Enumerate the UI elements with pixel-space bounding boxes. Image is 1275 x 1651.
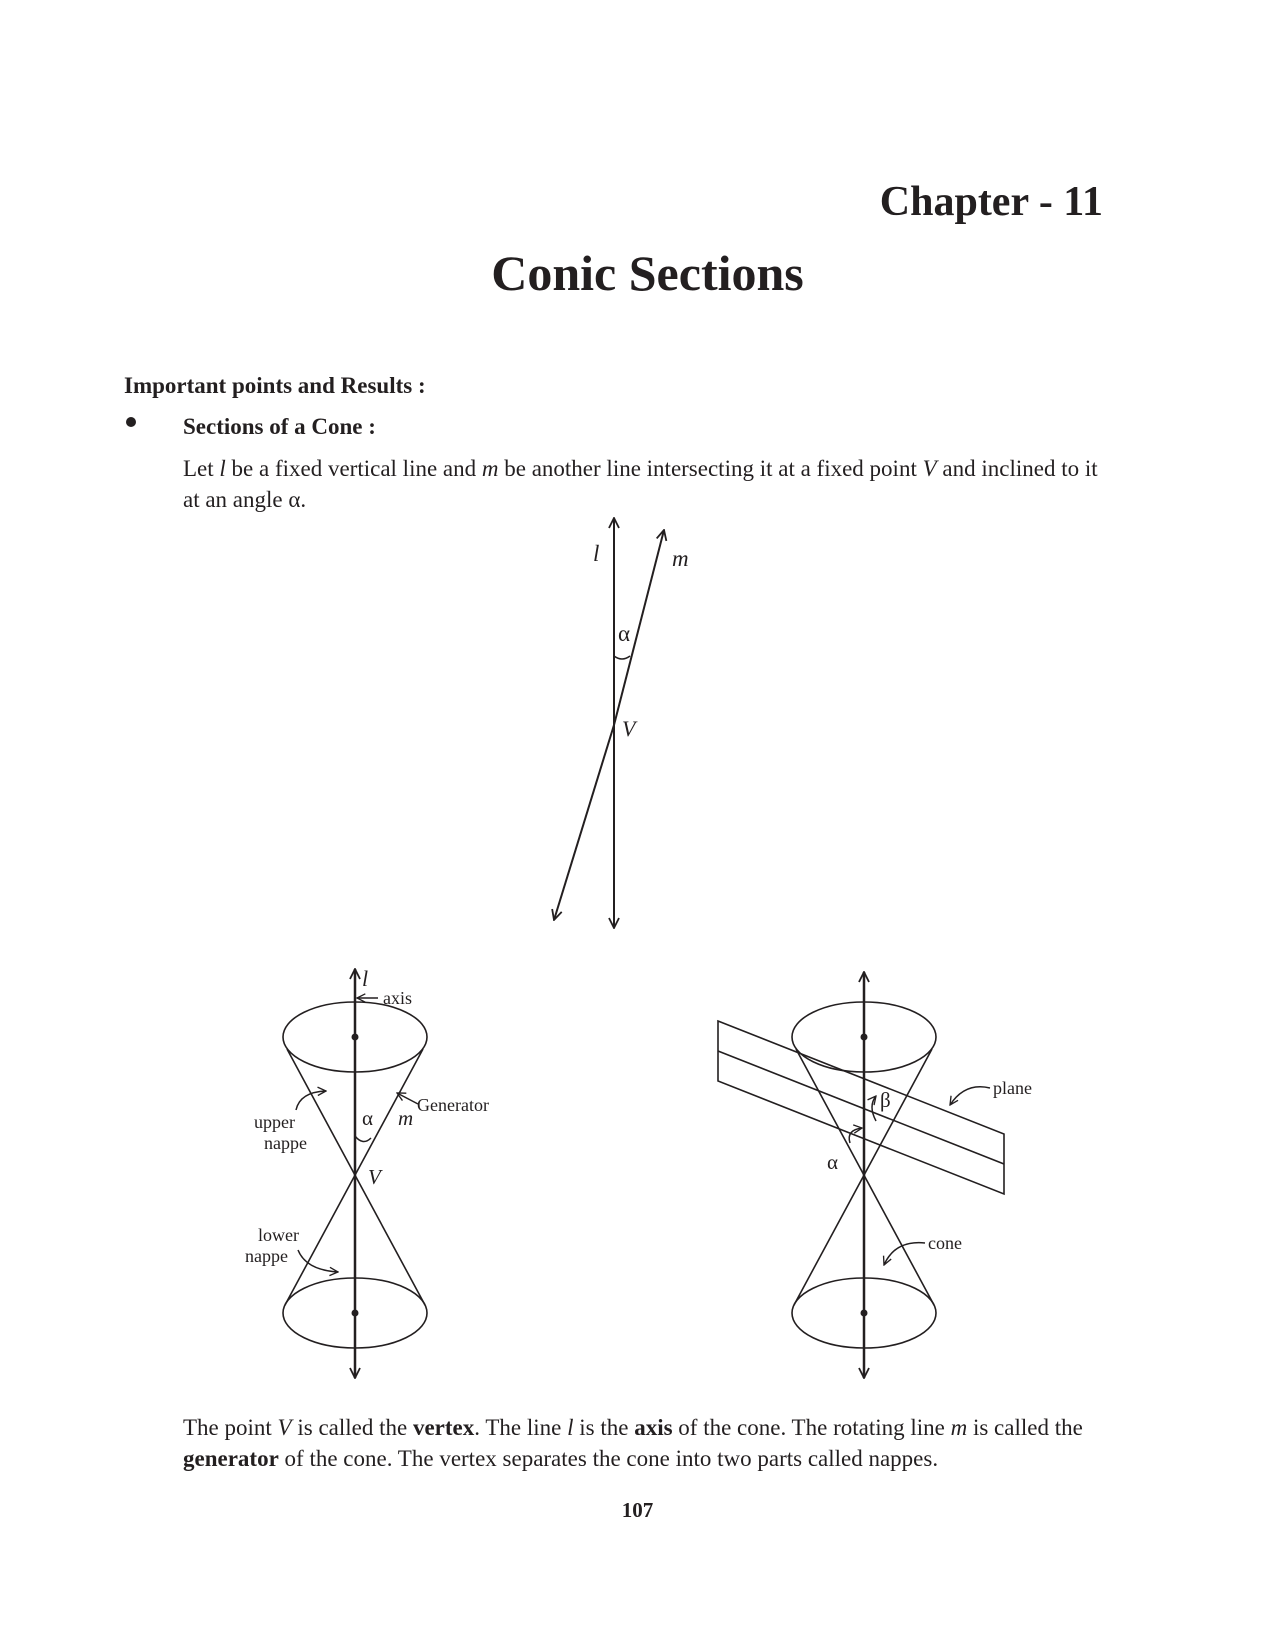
var-v: V xyxy=(922,456,937,481)
section-heading: Important points and Results : xyxy=(124,373,426,398)
label-lower-nappe: nappe xyxy=(245,1246,288,1266)
top-center-dot xyxy=(352,1034,359,1041)
chapter-label: Chapter - 11 xyxy=(879,179,1103,225)
text-run: . The line xyxy=(474,1415,568,1440)
upper-nappe-pointer xyxy=(296,1091,326,1110)
label-generator: Generator xyxy=(417,1095,489,1115)
var-l: l xyxy=(567,1415,574,1440)
label-l: l xyxy=(593,541,600,566)
term-generator: generator xyxy=(183,1446,279,1471)
label-beta: β xyxy=(880,1088,891,1112)
page-title-text: Conic Sections xyxy=(491,245,804,301)
bullet-heading: Sections of a Cone : xyxy=(183,414,376,439)
text-run: Let xyxy=(183,456,220,481)
bottom-center-dot xyxy=(352,1310,359,1317)
plane-pointer xyxy=(950,1087,990,1105)
var-m: m xyxy=(950,1415,968,1440)
label-m: m xyxy=(398,1106,414,1130)
label-upper-nappe: nappe xyxy=(264,1133,307,1153)
label-alpha: α xyxy=(618,621,631,646)
figure-double-cone xyxy=(245,966,489,1378)
term-axis: axis xyxy=(634,1415,673,1440)
var-m: m xyxy=(481,456,499,481)
var-l: l xyxy=(219,456,226,481)
text-run: and inclined to it at an angle α. xyxy=(183,456,1098,512)
label-l: l xyxy=(362,966,369,991)
label-upper: upper xyxy=(254,1112,295,1132)
term-vertex: vertex xyxy=(412,1415,475,1440)
text-run: The point xyxy=(183,1415,278,1440)
bottom-center-dot xyxy=(861,1310,868,1317)
line-m xyxy=(554,725,614,920)
angle-arc xyxy=(355,1136,371,1142)
label-lower: lower xyxy=(258,1225,299,1245)
label-axis: axis xyxy=(383,988,412,1008)
top-center-dot xyxy=(861,1034,868,1041)
text-run: is the xyxy=(573,1415,635,1440)
figure-lines-l-m xyxy=(554,518,689,928)
text-run: is called the xyxy=(967,1415,1083,1440)
angle-arc xyxy=(614,656,630,659)
label-alpha: α xyxy=(362,1106,374,1130)
label-cone: cone xyxy=(928,1233,962,1253)
text-run: of the cone. The rotating line xyxy=(672,1415,951,1440)
text-run: be another line intersecting it at a fixed point xyxy=(498,456,923,481)
page-number: 107 xyxy=(621,1498,654,1522)
text-run: is called the xyxy=(291,1415,413,1440)
var-v: V xyxy=(277,1415,292,1440)
label-v: V xyxy=(622,716,636,741)
text-run: of the cone. The vertex separates the cone into two parts called nappes. xyxy=(278,1446,939,1471)
label-m: m xyxy=(672,546,689,571)
cone-pointer xyxy=(884,1243,925,1265)
text-run: be a fixed vertical line and xyxy=(225,456,482,481)
beta-arc xyxy=(872,1096,876,1121)
generator-pointer xyxy=(397,1093,418,1104)
plane-edge xyxy=(718,1051,1004,1164)
label-alpha: α xyxy=(827,1150,839,1174)
definition-paragraph xyxy=(183,1412,1113,1474)
figure-cone-plane xyxy=(718,972,1032,1378)
label-plane: plane xyxy=(993,1078,1032,1098)
label-v: V xyxy=(368,1165,381,1189)
